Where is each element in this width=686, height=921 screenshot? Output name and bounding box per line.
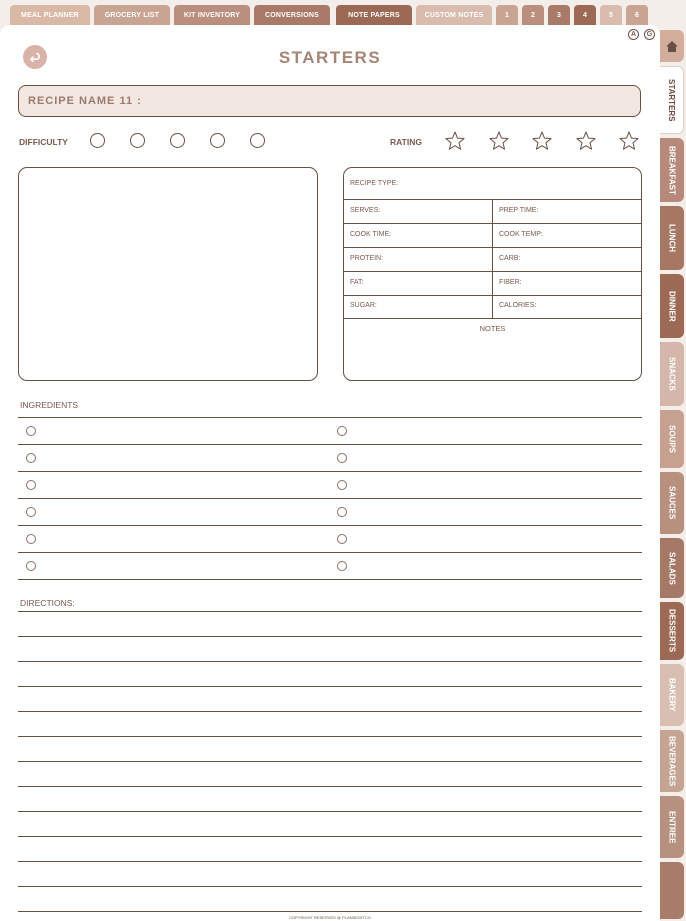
ingredient-line bbox=[18, 471, 642, 472]
direction-line[interactable] bbox=[18, 686, 642, 687]
side-tab-label: SALADS bbox=[667, 551, 677, 585]
home-tab[interactable] bbox=[660, 30, 684, 62]
top-tab-custom-notes[interactable]: CUSTOM NOTES bbox=[416, 5, 492, 25]
difficulty-label: DIFFICULTY bbox=[19, 137, 68, 147]
top-tab-1[interactable]: 1 bbox=[496, 5, 518, 25]
side-tab-sauces[interactable] bbox=[660, 472, 684, 534]
rating-star-icon[interactable] bbox=[618, 130, 640, 152]
recipe-name-label: RECIPE NAME 11 : bbox=[28, 95, 142, 107]
serves-label[interactable]: SERVES: bbox=[350, 207, 381, 214]
ingredient-checkbox[interactable] bbox=[26, 426, 36, 436]
recipe-type-label[interactable]: RECIPE TYPE: bbox=[350, 180, 399, 187]
ingredient-line bbox=[18, 498, 642, 499]
ingredient-checkbox[interactable] bbox=[26, 453, 36, 463]
side-tab-label: BEVERAGES bbox=[667, 735, 677, 787]
side-tab-soups[interactable] bbox=[660, 410, 684, 468]
direction-line[interactable] bbox=[18, 911, 642, 912]
top-tab-bar bbox=[0, 0, 660, 28]
page-title: STARTERS bbox=[278, 48, 382, 67]
direction-line[interactable] bbox=[18, 886, 642, 887]
side-tab-bar bbox=[660, 28, 686, 921]
difficulty-circle[interactable] bbox=[130, 133, 145, 148]
ingredients-label: INGREDIENTS bbox=[20, 400, 79, 410]
top-tab-6[interactable]: 6 bbox=[626, 5, 648, 25]
ingredient-line bbox=[18, 579, 642, 580]
side-tab-label: BREAKFAST bbox=[667, 145, 677, 195]
protein-label[interactable]: PROTEIN: bbox=[350, 255, 384, 262]
copyright-text: COPYRIGHT RESERVED @ PLANSIGHTCO bbox=[289, 915, 371, 920]
sugar-label[interactable]: SUGAR: bbox=[350, 302, 377, 309]
top-tab-2[interactable]: 2 bbox=[522, 5, 544, 25]
side-tab-label: STARTERS bbox=[667, 78, 676, 122]
side-tab-starters[interactable] bbox=[660, 66, 684, 134]
recipe-page bbox=[0, 25, 660, 921]
fiber-label[interactable]: FIBER: bbox=[499, 279, 522, 286]
top-tab-note-papers[interactable]: NOTE PAPERS bbox=[336, 5, 412, 25]
rating-star-icon[interactable] bbox=[575, 130, 597, 152]
side-tab-label: DESSERTS bbox=[667, 609, 677, 653]
directions-label: DIRECTIONS: bbox=[20, 598, 75, 608]
ingredient-checkbox[interactable] bbox=[337, 480, 347, 490]
fat-label[interactable]: FAT: bbox=[350, 279, 364, 286]
direction-line[interactable] bbox=[18, 761, 642, 762]
ingredient-checkbox[interactable] bbox=[26, 507, 36, 517]
ingredient-line bbox=[18, 417, 642, 418]
top-tab-grocery-list[interactable]: GROCERY LIST bbox=[94, 5, 170, 25]
side-tab-label: BAKERY bbox=[667, 678, 677, 712]
direction-line[interactable] bbox=[18, 861, 642, 862]
ingredient-checkbox[interactable] bbox=[337, 534, 347, 544]
ingredient-checkbox[interactable] bbox=[26, 534, 36, 544]
recipe-info-box bbox=[343, 167, 642, 381]
side-tab-label: SAUCES bbox=[667, 486, 677, 520]
rating-star-icon[interactable] bbox=[488, 130, 510, 152]
difficulty-circle[interactable] bbox=[170, 133, 185, 148]
side-tab-label: DINNER bbox=[667, 290, 677, 322]
badge-a[interactable]: A bbox=[628, 29, 639, 40]
difficulty-circle[interactable] bbox=[250, 133, 265, 148]
side-tab-bakery[interactable] bbox=[660, 664, 684, 726]
top-tab-5[interactable]: 5 bbox=[600, 5, 622, 25]
prep-time-label[interactable]: PREP TIME: bbox=[499, 207, 539, 214]
side-tab-dinner[interactable] bbox=[660, 274, 684, 338]
ingredient-checkbox[interactable] bbox=[26, 480, 36, 490]
side-tab-desserts[interactable] bbox=[660, 602, 684, 660]
side-tab-label: SOUPS bbox=[667, 424, 677, 453]
side-tab-beverages[interactable] bbox=[660, 730, 684, 792]
cook-temp-label[interactable]: COOK TEMP: bbox=[499, 231, 543, 238]
direction-line[interactable] bbox=[18, 636, 642, 637]
side-tab-snacks[interactable] bbox=[660, 342, 684, 406]
side-tab-label: LUNCH bbox=[667, 224, 677, 252]
direction-line[interactable] bbox=[18, 661, 642, 662]
notes-label[interactable]: NOTES bbox=[479, 324, 506, 333]
top-tab-conversions[interactable]: CONVERSIONS bbox=[254, 5, 330, 25]
top-tab-kit-inventory[interactable]: KIT INVENTORY bbox=[174, 5, 250, 25]
badge-g[interactable]: G bbox=[644, 29, 655, 40]
ingredient-checkbox[interactable] bbox=[337, 426, 347, 436]
ingredient-line bbox=[18, 444, 642, 445]
direction-line[interactable] bbox=[18, 611, 642, 612]
direction-line[interactable] bbox=[18, 736, 642, 737]
rating-label: RATING bbox=[390, 137, 422, 147]
ingredient-checkbox[interactable] bbox=[337, 453, 347, 463]
difficulty-circle[interactable] bbox=[210, 133, 225, 148]
ingredient-line bbox=[18, 552, 642, 553]
ingredient-checkbox[interactable] bbox=[337, 507, 347, 517]
direction-line[interactable] bbox=[18, 811, 642, 812]
difficulty-circle[interactable] bbox=[90, 133, 105, 148]
direction-line[interactable] bbox=[18, 711, 642, 712]
side-tab-blank[interactable] bbox=[660, 862, 684, 919]
top-tab-meal-planner[interactable]: MEAL PLANNER bbox=[10, 5, 90, 25]
side-tab-salads[interactable] bbox=[660, 538, 684, 598]
rating-star-icon[interactable] bbox=[531, 130, 553, 152]
rating-star-icon[interactable] bbox=[444, 130, 466, 152]
divider bbox=[344, 318, 641, 319]
carb-label[interactable]: CARB: bbox=[499, 255, 521, 262]
recipe-name-field[interactable] bbox=[18, 85, 641, 117]
ingredient-checkbox[interactable] bbox=[26, 561, 36, 571]
side-tab-label: SNACKS bbox=[667, 357, 677, 391]
cook-time-label[interactable]: COOK TIME: bbox=[350, 231, 392, 238]
side-tab-label: ENTREE bbox=[667, 810, 677, 844]
ingredient-line bbox=[18, 525, 642, 526]
top-tab-4[interactable]: 4 bbox=[574, 5, 596, 25]
side-tab-breakfast[interactable] bbox=[660, 138, 684, 202]
top-tab-3[interactable]: 3 bbox=[548, 5, 570, 25]
direction-line[interactable] bbox=[18, 786, 642, 787]
photo-box[interactable] bbox=[18, 167, 318, 381]
side-tab-lunch[interactable] bbox=[660, 206, 684, 270]
home-icon bbox=[665, 40, 679, 53]
divider bbox=[492, 199, 493, 318]
direction-line[interactable] bbox=[18, 836, 642, 837]
ingredient-checkbox[interactable] bbox=[337, 561, 347, 571]
side-tab-entree[interactable] bbox=[660, 796, 684, 858]
calories-label[interactable]: CALORIES: bbox=[499, 302, 537, 309]
